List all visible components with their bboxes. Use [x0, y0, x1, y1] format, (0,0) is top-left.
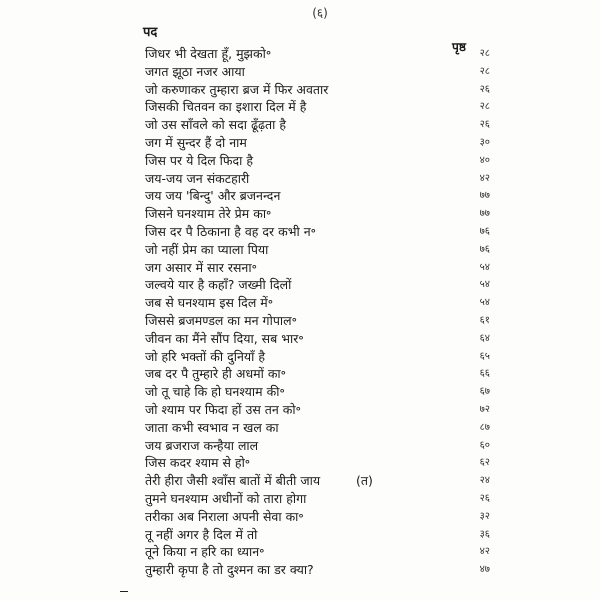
entry-title: जो तू चाहे कि हो घनश्याम की॰	[145, 384, 285, 400]
list-item	[0, 134, 600, 152]
entry-page-number: ५४	[479, 279, 490, 291]
entry-title: जय जय 'बिन्दु' और ब्रजनन्दन	[145, 188, 281, 204]
list-item	[0, 330, 600, 348]
entry-page-number: ६५	[479, 350, 490, 362]
entry-title: तू नहीं अगर है दिल में तो	[145, 526, 258, 542]
list-item	[0, 187, 600, 205]
entry-page-number: ३२	[479, 510, 490, 522]
entry-page-number: २६	[479, 119, 490, 131]
entry-title: जग में सुन्दर हैं दो नाम	[145, 134, 247, 150]
entry-title: जिस कदर श्याम से हो॰	[145, 455, 251, 471]
entry-page-number: ४०	[479, 154, 490, 166]
entry-title: जब दर पै तुम्हारे ही अधमों का॰	[145, 366, 286, 382]
entry-page-number: ५४	[479, 261, 490, 273]
entry-page-number: ४२	[479, 172, 490, 184]
entry-title: जो नहीं प्रेम का प्याला पिया	[145, 241, 269, 257]
entry-title: जो हरि भक्तों की दुनियाँ है	[145, 348, 265, 364]
section-marker: (त)	[356, 473, 373, 489]
entry-page-number: ६०	[479, 439, 490, 451]
entry-title: जिसने घनश्याम तेरे प्रेम का॰	[145, 206, 272, 222]
entry-title: जाता कभी स्वभाव न खल का	[145, 419, 279, 435]
entry-title: जिधर भी देखता हूँ, मुझको॰	[145, 46, 272, 61]
entry-title: जिसकी चितवन का इशारा दिल में है	[145, 99, 307, 115]
list-item	[0, 401, 600, 419]
list-item	[0, 63, 600, 81]
list-item	[0, 276, 600, 294]
list-item	[0, 419, 600, 437]
entry-page-number: २८	[479, 101, 490, 113]
list-item	[0, 472, 600, 490]
list-item	[0, 490, 600, 508]
entry-title: जीवन का मैंने सौंप दिया, सब भार॰	[145, 330, 304, 346]
entry-title: जय ब्रजराज कन्हैया लाल	[145, 437, 259, 453]
entry-page-number: ७७	[479, 208, 490, 220]
entry-title: जग असार में सार रसना॰	[145, 259, 257, 275]
entry-page-number: ६४	[479, 332, 490, 344]
entry-page-number: २८	[479, 48, 490, 59]
list-item	[0, 526, 600, 544]
entry-title: जिससे ब्रजमण्डल का मन गोपाल॰	[145, 312, 297, 328]
list-item	[0, 241, 600, 259]
footer-dash	[120, 591, 128, 592]
entry-page-number: ४२	[479, 546, 490, 558]
column-header-pad: पद	[143, 25, 158, 40]
entry-title: तुमने घनश्याम अधीनों को तारा होगा	[145, 490, 307, 506]
list-item	[0, 294, 600, 312]
list-item	[0, 561, 600, 579]
entry-page-number: २६	[479, 492, 490, 504]
list-item	[0, 259, 600, 277]
entry-title: जगत झूठा नजर आया	[145, 63, 245, 79]
list-item	[0, 454, 600, 472]
entry-title: जय-जय जन संकटहारी	[145, 170, 250, 186]
list-item	[0, 116, 600, 134]
entry-title: तेरी हीरा जैसी श्वाँस बातों में बीती जाय	[145, 473, 321, 489]
list-item	[0, 348, 600, 366]
list-item	[0, 365, 600, 383]
list-item	[0, 45, 600, 63]
list-item	[0, 205, 600, 223]
entry-page-number: ७६	[479, 243, 490, 255]
list-item	[0, 170, 600, 188]
entry-title: जिस पर ये दिल फिदा है	[145, 152, 254, 168]
list-item	[0, 508, 600, 526]
entry-page-number: ७२	[479, 403, 490, 415]
entry-page-number: ८७	[479, 421, 490, 433]
entry-title: जल्वये यार है कहाँ? जख्मी दिलों	[145, 277, 292, 293]
entry-page-number: ६१	[479, 314, 490, 326]
list-item	[0, 543, 600, 561]
entry-title: जिस दर पै ठिकाना है वह दर कभी न॰	[145, 223, 316, 239]
list-item	[0, 223, 600, 241]
entry-page-number: ५४	[479, 297, 490, 309]
list-item	[0, 98, 600, 116]
entry-page-number: २६	[479, 83, 490, 95]
entry-page-number: ६७	[479, 386, 490, 398]
entry-page-number: ६६	[479, 368, 490, 380]
entry-title: जो करुणाकर तुम्हारा ब्रज में फिर अवतार	[145, 81, 329, 97]
list-item	[0, 81, 600, 99]
entry-title: तूने किया न हरि का ध्यान॰	[145, 544, 265, 560]
entry-page-number: २४	[479, 475, 490, 487]
entry-page-number: ३६	[479, 528, 490, 540]
column-header-prishth: पृष्ठ	[452, 40, 466, 54]
entry-title: तरीका अब निराला अपनी सेवा का॰	[145, 508, 304, 524]
list-item	[0, 437, 600, 455]
list-item	[0, 152, 600, 170]
entry-title: जब से घनश्याम इस दिल में॰	[145, 295, 274, 311]
entry-title: जो श्याम पर फिदा हों उस तन को॰	[145, 401, 301, 417]
page-number: (६)	[312, 6, 328, 20]
list-item	[0, 383, 600, 401]
entry-page-number: ६२	[479, 457, 490, 469]
entry-title: तुम्हारी कृपा है तो दुश्मन का डर क्या?	[145, 562, 314, 578]
entry-page-number: ३०	[479, 136, 490, 148]
list-item	[0, 312, 600, 330]
entry-page-number: ७६	[479, 225, 490, 237]
table-of-contents	[0, 45, 600, 579]
entry-page-number: २८	[479, 65, 490, 77]
entry-title: जो उस साँवले को सदा ढूँढ़ता है	[145, 117, 287, 133]
entry-page-number: ७७	[479, 190, 490, 202]
entry-page-number: ४७	[479, 564, 490, 576]
